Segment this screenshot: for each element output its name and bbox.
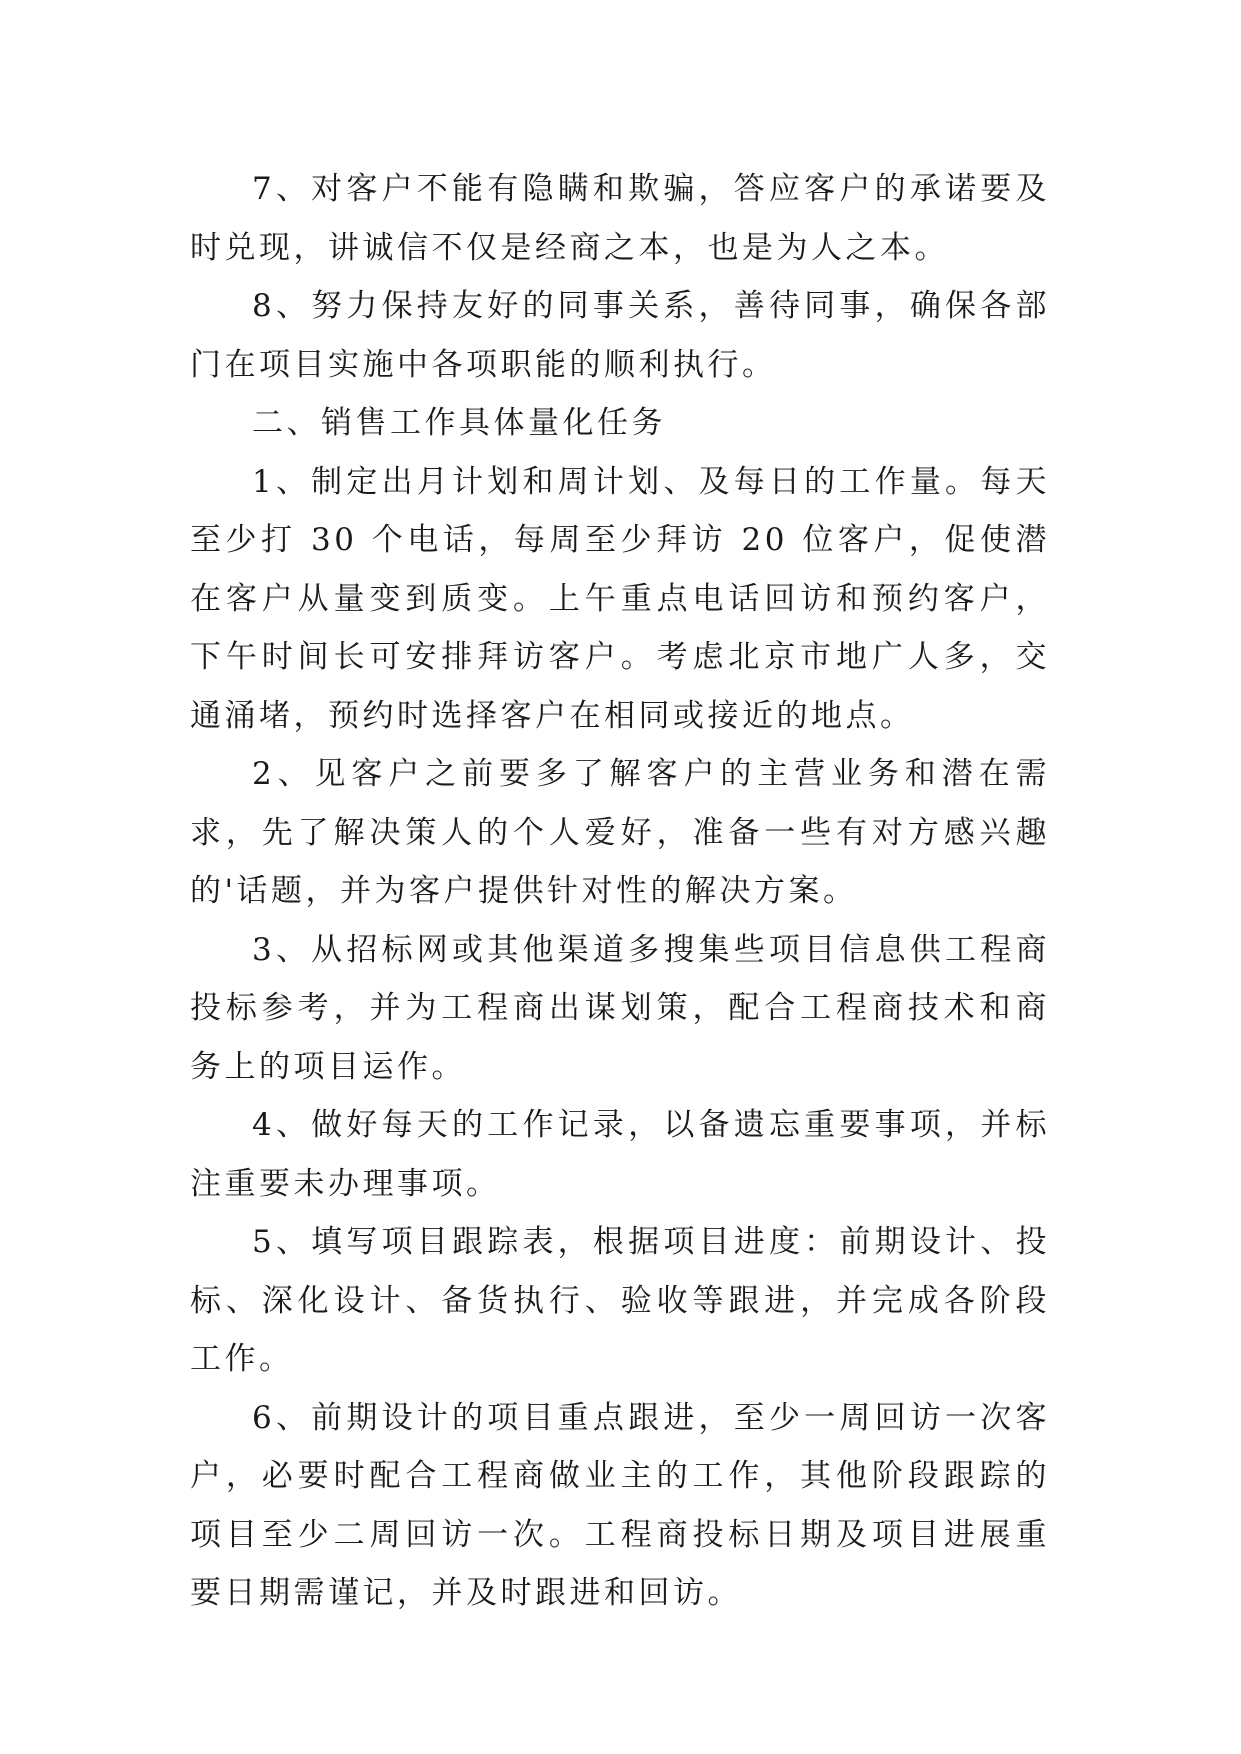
paragraph-item-5: 5、填写项目跟踪表，根据项目进度：前期设计、投标、深化设计、备货执行、验收等跟进，并完成各阶段工作。	[190, 1224, 1050, 1377]
paragraph-item-4: 4、做好每天的工作记录，以备遗忘重要事项，并标注重要未办理事项。	[190, 1107, 1050, 1202]
paragraph-item-8: 8、努力保持友好的同事关系，善待同事，确保各部门在项目实施中各项职能的顺利执行。	[190, 288, 1050, 383]
paragraph-item-1: 1、制定出月计划和周计划、及每日的工作量。每天至少打 30 个电话，每周至少拜访 20 位客户，促使潜在客户从量变到质变。上午重点电话回访和预约客户，下午时间长可安排拜访客户。考虑北京市地广人多，交通涌堵，预约时选择客户在相同或接近的地点。	[190, 463, 1050, 734]
paragraph-item-2: 2、见客户之前要多了解客户的主营业务和潜在需求，先了解决策人的个人爱好，准备一些有对方感兴趣的'话题，并为客户提供针对性的解决方案。	[190, 756, 1050, 909]
paragraph-item-6: 6、前期设计的项目重点跟进，至少一周回访一次客户，必要时配合工程商做业主的工作，其他阶段跟踪的项目至少二周回访一次。工程商投标日期及项目进展重要日期需谨记，并及时跟进和回访。	[190, 1399, 1050, 1611]
paragraph-item-3: 3、从招标网或其他渠道多搜集些项目信息供工程商投标参考，并为工程商出谋划策，配合工程商技术和商务上的项目运作。	[190, 931, 1050, 1085]
document-body	[190, 160, 1050, 1623]
section-heading: 二、销售工作具体量化任务	[252, 405, 666, 441]
paragraph-item-7: 7、对客户不能有隐瞒和欺骗，答应客户的承诺要及时兑现，讲诚信不仅是经商之本，也是为人之本。	[190, 171, 1050, 266]
